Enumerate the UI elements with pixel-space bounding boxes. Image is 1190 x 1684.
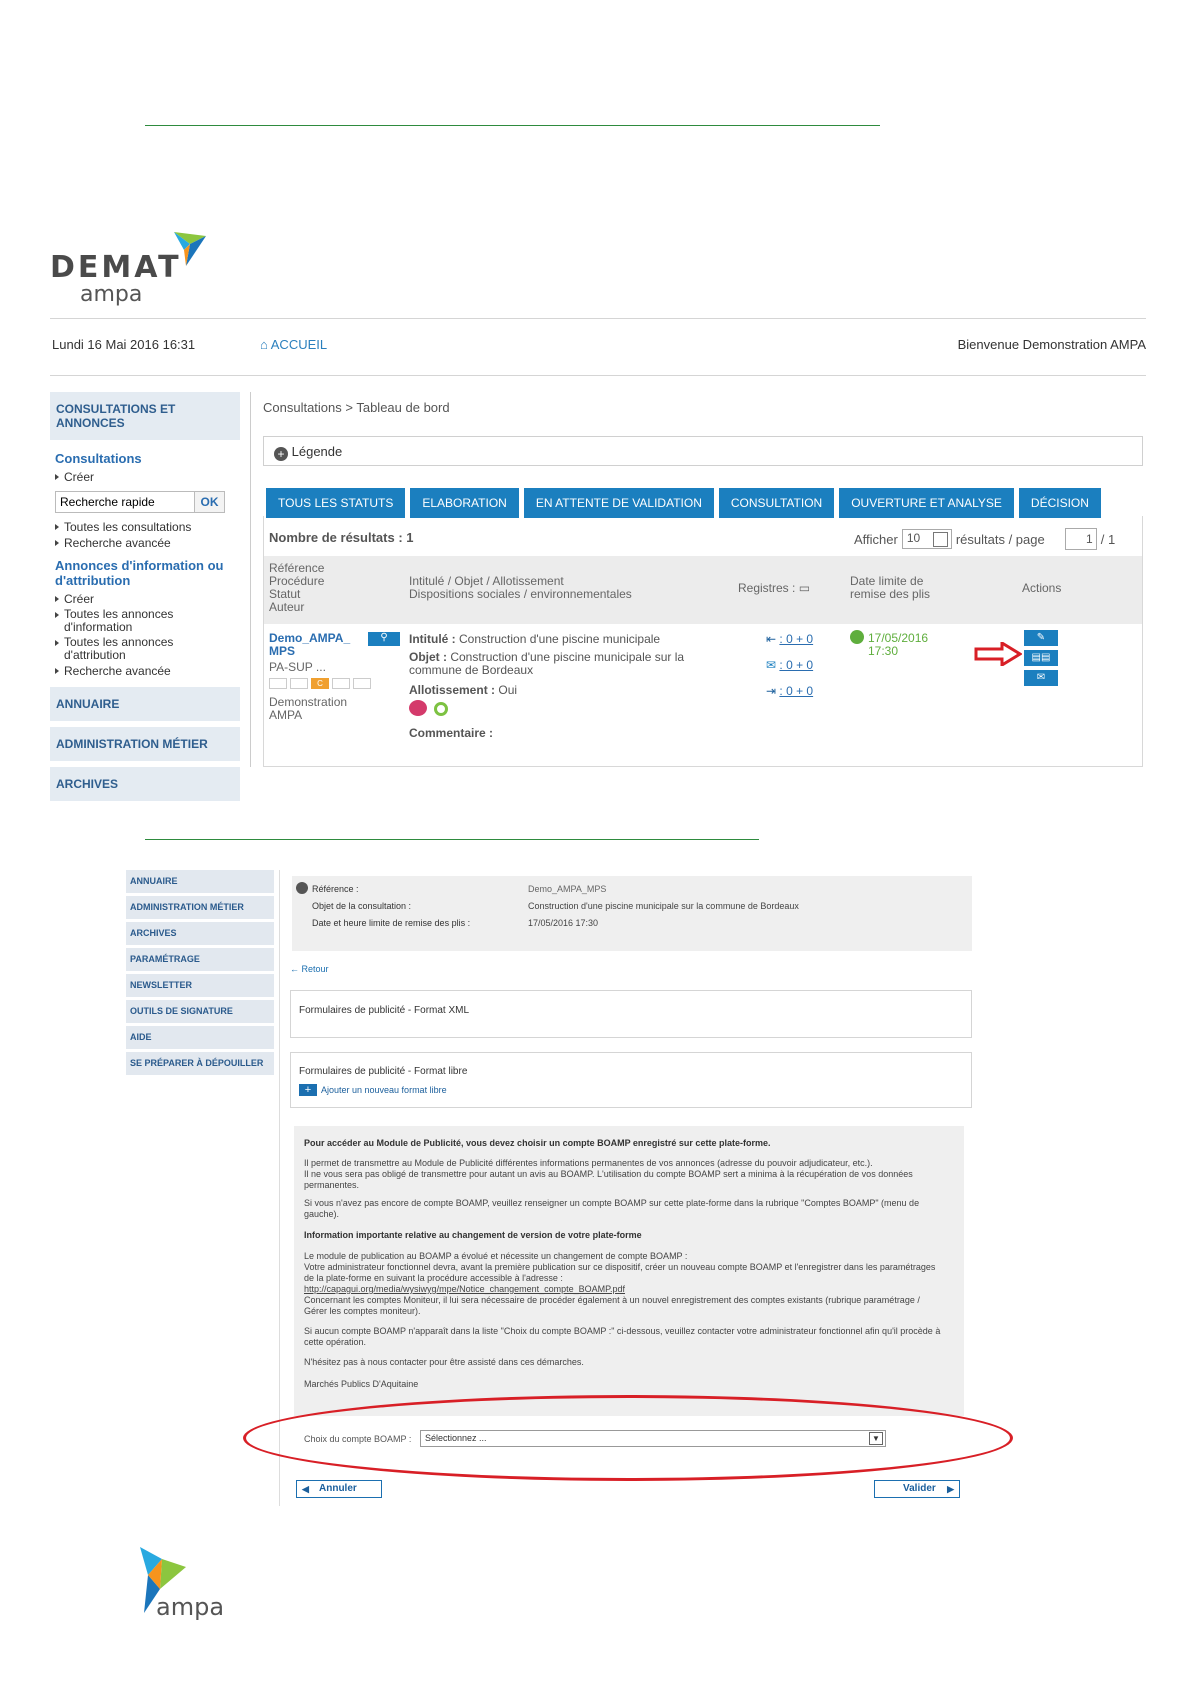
valider-button[interactable] (874, 1480, 960, 1498)
status-step (353, 678, 371, 689)
arrow-left-icon: ← (290, 964, 299, 974)
clock-icon (850, 630, 864, 644)
info-p10: Si aucun compte BOAMP n'apparaît dans la liste "Choix du compte BOAMP :" ci-dessous, veuillez contacter votre administrateur fonctionnel afin qu'il procède à cette opération. (304, 1326, 941, 1347)
consultation-summary (292, 876, 972, 951)
registre-questions[interactable] (766, 658, 813, 672)
registre-retraits[interactable] (766, 632, 813, 646)
header-bar (50, 318, 1146, 376)
row-intitule (409, 632, 660, 646)
info-p4: Si vous n'avez pas encore de compte BOAMP, veuillez renseigner un compte BOAMP sur cette plate-forme dans la rubrique "Comptes BOAMP" (menu de gauche). (304, 1198, 920, 1219)
sidebar2-annuaire[interactable]: ANNUAIRE (126, 870, 274, 893)
boamp-account-label: Choix du compte BOAMP : (304, 1434, 412, 1444)
info-p2: Il permet de transmettre au Module de Publicité différentes informations permanentes de vos annonces (adresse du pouvoir adjudicateur, etc.). (304, 1158, 873, 1168)
objet-value: Construction d'une piscine municipale sur la commune de Bordeaux (409, 650, 685, 677)
intitule-value: Construction d'une piscine municipale (459, 632, 661, 646)
sidebar-item-all-consultations[interactable]: Toutes les consultations (50, 519, 240, 535)
status-step (332, 678, 350, 689)
sidebar-item-creer-annonce[interactable]: Créer (50, 591, 240, 607)
social-clause-icon (409, 700, 427, 716)
add-free-format-button[interactable] (299, 1084, 447, 1096)
summary-ref: Demo_AMPA_MPS (528, 884, 607, 894)
status-tabs (266, 488, 1101, 518)
tab-opening-analysis[interactable]: OUVERTURE ET ANALYSE (839, 488, 1014, 518)
status-steps (269, 678, 371, 689)
col-date-header[interactable]: Date limite de remise des plis (850, 574, 931, 601)
col-registres-header (738, 581, 810, 595)
summary-date: 17/05/2016 17:30 (528, 918, 599, 928)
row-reference-link[interactable]: Demo_AMPA_ MPS (269, 631, 351, 658)
page-number-input[interactable]: 1 (1065, 528, 1097, 550)
sidebar2-preparer-depouiller[interactable]: SE PRÉPARER À DÉPOUILLER (126, 1052, 274, 1075)
sidebar-section-consultations[interactable]: CONSULTATIONS ET ANNONCES (50, 392, 240, 440)
info-p5: Information importante relative au changement de version de votre plate-forme (304, 1230, 642, 1240)
col-intitule-header[interactable] (409, 575, 632, 601)
status-step (290, 678, 308, 689)
sidebar-consultations-title[interactable]: Consultations (55, 451, 142, 466)
sidebar-item-creer[interactable]: Créer (50, 469, 240, 485)
legend-label: Légende (291, 444, 343, 459)
home-icon: ⌂ (260, 337, 268, 352)
top-green-rule (145, 125, 880, 126)
red-highlight-oval (243, 1395, 1013, 1481)
ampa-wordmark: ampa (80, 282, 143, 307)
status-step-current: C (311, 678, 329, 689)
row-deadline (868, 632, 928, 658)
results-count: Nombre de résultats : 1 (269, 530, 414, 545)
col-statut-label: Statut (269, 587, 301, 601)
legend-box[interactable] (263, 436, 1143, 466)
row-objet (409, 651, 739, 677)
tab-consultation[interactable]: CONSULTATION (719, 488, 834, 518)
boamp-account-selected: Sélectionnez ... (425, 1433, 487, 1443)
upload-register-icon: ⇥ (766, 684, 777, 698)
deadline-time: 17:30 (868, 644, 899, 658)
edit-action-icon[interactable]: ✎ (1024, 630, 1058, 646)
valider-label: Valider (903, 1483, 936, 1494)
quick-search-input[interactable] (56, 492, 194, 512)
retour-label: Retour (301, 964, 329, 974)
info-p3: Il ne vous sera pas obligé de transmettre pour autant un avis au BOAMP. L'utilisation du compte BOAMP sert a minima à la récupération de vos données permanentes. (304, 1169, 913, 1190)
status-step (269, 678, 287, 689)
current-date: Lundi 16 Mai 2016 16:31 (52, 337, 196, 352)
col-auteur-label: Auteur (269, 600, 305, 614)
col-ref-label: Référence (269, 561, 325, 575)
plus-circle-icon: + (274, 447, 288, 461)
summary-date-label: Date et heure limite de remise des plis : (312, 918, 471, 928)
sidebar2-outils-signature[interactable]: OUTILS DE SIGNATURE (126, 1000, 274, 1023)
xml-forms-title: Formulaires de publicité - Format XML (299, 1005, 470, 1016)
info-p6: Le module de publication au BOAMP a évolué et nécessite un changement de compte BOAMP : (304, 1251, 688, 1261)
question-register-icon: ✉ (766, 658, 777, 672)
registre-depots-count: : 0 + 0 (779, 684, 814, 698)
per-page-select[interactable]: 10 (902, 529, 952, 549)
annuler-button[interactable] (296, 1480, 382, 1498)
table-row (264, 624, 1142, 764)
info-p7: Votre administrateur fonctionnel devra, avant la première publication sur ce dispositif, créer un nouveau compte BOAMP et l'enregistrer dans les paramétrages de la plate-forme en suivant la procédure accessible à l'adresse : (304, 1262, 936, 1283)
sidebar-2 (126, 870, 274, 1078)
info-text-area (294, 1126, 964, 1416)
notice-link[interactable]: http://capagui.org/media/wysiwyg/mpe/Notice_changement_compte_BOAMP.pdf (304, 1284, 626, 1294)
info-p12: Marchés Publics D'Aquitaine (304, 1379, 419, 1389)
publicity-action-icon[interactable]: ▤▤ (1024, 650, 1058, 666)
sidebar2-newsletter[interactable]: NEWSLETTER (126, 974, 274, 997)
sidebar-annuaire[interactable]: ANNUAIRE (50, 687, 240, 721)
tab-elaboration[interactable]: ELABORATION (410, 488, 518, 518)
environment-clause-icon (434, 702, 448, 716)
chevron-down-icon: ▼ (869, 1432, 883, 1445)
content-divider (279, 870, 280, 1506)
sidebar2-aide[interactable]: AIDE (126, 1026, 274, 1049)
welcome-text: Bienvenue Demonstration AMPA (957, 337, 1146, 352)
col-actions-header: Actions (1022, 581, 1062, 595)
home-link-label: ACCUEIL (270, 337, 328, 352)
page-total: / 1 (1100, 531, 1116, 547)
tab-pending-validation[interactable]: EN ATTENTE DE VALIDATION (524, 488, 714, 518)
objet-label: Objet : (409, 650, 447, 664)
footer-ampa-logo (132, 1545, 232, 1635)
table-header (264, 556, 1142, 624)
libre-forms-box (290, 1052, 972, 1108)
col-intitule-label: Intitulé / Objet / Allotissement (409, 574, 564, 588)
quick-search-ok-button[interactable]: OK (194, 492, 224, 512)
arrow-right-icon: ▶ (947, 1484, 954, 1494)
tab-all-statuses[interactable]: TOUS LES STATUTS (266, 488, 405, 518)
intitule-label: Intitulé : (409, 632, 456, 646)
summary-objet-label: Objet de la consultation : (312, 901, 412, 911)
sidebar-item-advanced-search-2[interactable]: Recherche avancée (50, 663, 240, 679)
col-registres-label: Registres : (738, 581, 796, 595)
sidebar-item-advanced-search[interactable]: Recherche avancée (50, 535, 240, 551)
row-commentaire: Commentaire : (409, 726, 494, 740)
middle-green-rule (145, 839, 759, 840)
home-link[interactable] (260, 337, 327, 352)
sidebar2-parametrage[interactable]: PARAMÉTRAGE (126, 948, 274, 971)
tab-decision[interactable]: DÉCISION (1019, 488, 1101, 518)
arrow-left-icon: ◀ (302, 1484, 309, 1494)
sidebar2-archives[interactable]: ARCHIVES (126, 922, 274, 945)
registre-depots[interactable] (766, 684, 813, 698)
sidebar-item-all-info[interactable]: Toutes les annonces d'information (50, 607, 240, 635)
sidebar (50, 392, 240, 807)
xml-forms-box (290, 990, 972, 1038)
demat-logo (50, 230, 220, 310)
registre-retraits-count: : 0 + 0 (779, 632, 814, 646)
per-page-label: résultats / page (955, 531, 1045, 547)
row-allotissement (409, 683, 517, 697)
summary-ref-label: Référence : (312, 884, 359, 894)
retour-link[interactable] (290, 964, 329, 974)
allot-label: Allotissement : (409, 683, 496, 697)
deadline-date: 17/05/2016 (868, 631, 929, 645)
sidebar-admin[interactable]: ADMINISTRATION MÉTIER (50, 727, 240, 761)
info-p1: Pour accéder au Module de Publicité, vous devez choisir un compte BOAMP enregistré sur cette plate-forme. (304, 1138, 771, 1148)
row-procedure: PA-SUP ... (269, 660, 326, 674)
footer-ampa-wordmark: ampa (156, 1593, 225, 1621)
annuler-label: Annuler (319, 1483, 357, 1494)
main-content (250, 392, 1146, 767)
demat-wordmark: DEMAT (50, 250, 182, 285)
mail-action-icon[interactable]: ✉ (1024, 670, 1058, 686)
sidebar-annonces-title[interactable]: Annonces d'information ou d'attribution (55, 558, 224, 588)
plus-circle-icon (296, 882, 308, 894)
registre-questions-count: : 0 + 0 (779, 658, 814, 672)
sidebar2-admin[interactable]: ADMINISTRATION MÉTIER (126, 896, 274, 919)
afficher-label: Afficher (854, 531, 898, 547)
red-arrow-icon (974, 642, 1022, 669)
info-p9: Concernant les comptes Moniteur, il lui sera nécessaire de procéder également à un nouvel enregistrement des comptes existants (rubrique paramétrage / Gérer les comptes moniteur). (304, 1295, 920, 1316)
allot-value: Oui (498, 683, 518, 697)
col-reference-header[interactable] (269, 562, 324, 614)
summary-objet: Construction d'une piscine municipale sur la commune de Bordeaux (528, 901, 799, 911)
computer-icon: ▭ (798, 581, 811, 595)
sidebar-item-all-attribution[interactable]: Toutes les annonces d'attribution (50, 635, 240, 663)
row-auteur: Demonstration AMPA (269, 695, 348, 722)
zoom-search-icon[interactable]: ⚲ (368, 632, 400, 646)
plus-icon: + (299, 1084, 317, 1096)
download-register-icon: ⇤ (766, 632, 777, 646)
col-proc-label: Procédure (269, 574, 325, 588)
breadcrumb: Consultations > Tableau de bord (263, 400, 450, 415)
quick-search (55, 491, 225, 513)
info-p11: N'hésitez pas à nous contacter pour être assisté dans ces démarches. (304, 1357, 584, 1367)
results-panel (263, 516, 1143, 767)
libre-forms-title: Formulaires de publicité - Format libre (299, 1066, 468, 1077)
pagination-controls (854, 528, 1115, 550)
add-free-format-label: Ajouter un nouveau format libre (321, 1085, 447, 1095)
col-dispositions-label: Dispositions sociales / environnementales (409, 587, 632, 601)
sidebar-archives[interactable]: ARCHIVES (50, 767, 240, 801)
